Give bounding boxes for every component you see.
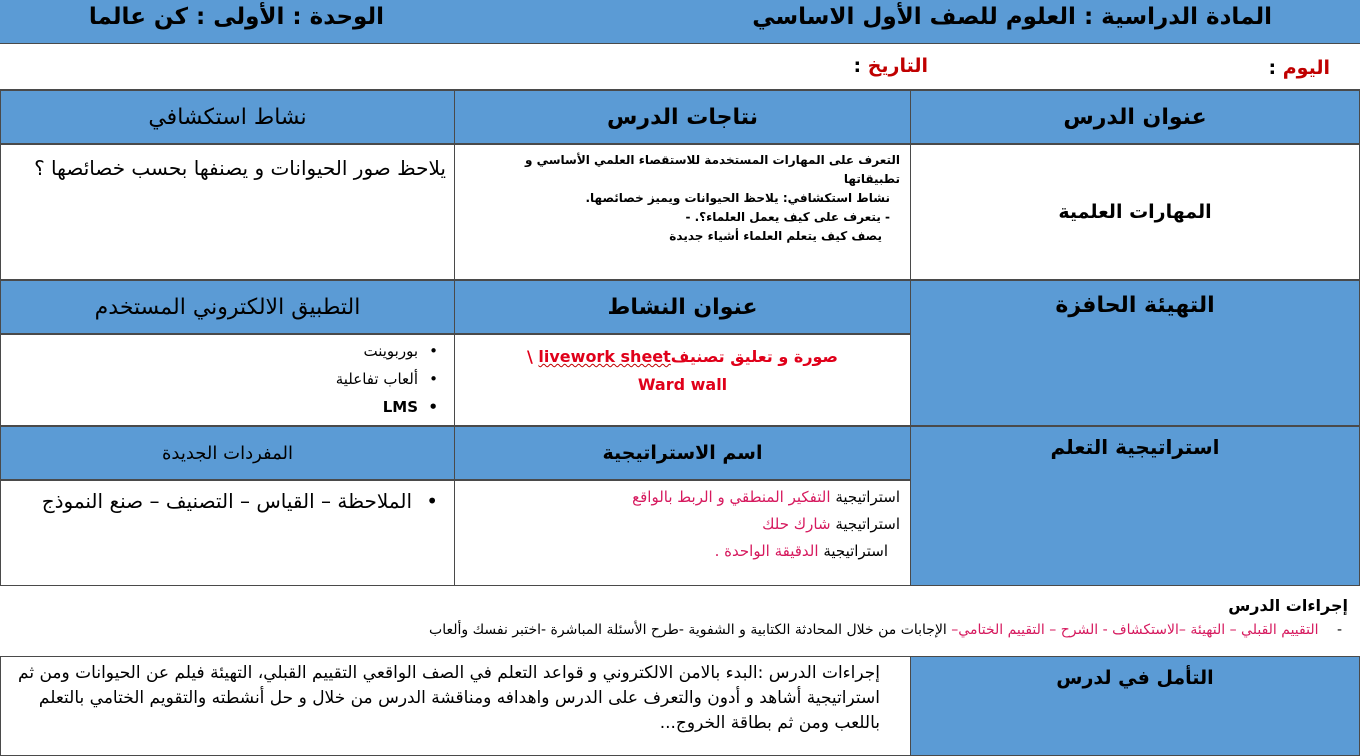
outcomes-cell <box>454 144 911 280</box>
day-field <box>1269 57 1330 79</box>
strategy-cell <box>910 426 1360 586</box>
exploratory-header-text: نشاط استكشافي <box>148 104 307 130</box>
outcome-item-4: يصف كيف يتعلم العلماء أشياء جديدة <box>669 229 882 243</box>
activity-line-2: Ward wall <box>637 375 728 394</box>
outcomes-header <box>454 90 911 144</box>
procedures-steps: التقييم القبلي – التهيئة –الاستكشاف - الشرح – التقييم الختامي– <box>951 622 1319 638</box>
vocab-list <box>41 485 440 518</box>
outcome-item-1: التعرف على المهارات المستخدمة للاستقصاء العلمي الأساسي و تطبيقاتها <box>524 153 900 186</box>
exploratory-cell <box>0 144 455 280</box>
strategy-item-2 <box>455 511 900 538</box>
procedures-section <box>0 586 1360 656</box>
vocab-cell <box>0 480 455 586</box>
day-colon: : <box>1268 57 1277 79</box>
apps-cell <box>0 334 455 426</box>
strategies-cell <box>454 480 911 586</box>
strategy-name-3: الدقيقة الواحدة . <box>714 542 819 560</box>
reflection-text: إجراءات الدرس :البدء بالامن الالكتروني و قواعد التعلم في الصف الواقعي التقييم القبلي، التهيئة فيلم عن الحيوانات ومن ثم استراتيجية أشاهد و أدون والتعرف على الدرس واهدافه ومناقشة الدرس من خلال و حل أنشطته والتقويم الختامي بالتعلم باللعب ومن ثم بطاقة الخروج... <box>18 663 880 733</box>
vocab-item: • الملاحظة – القياس – التصنيف – صنع النموذج <box>41 485 440 518</box>
outcomes-header-text: نتاجات الدرس <box>607 104 758 130</box>
activity-cell <box>454 334 911 426</box>
exploratory-header <box>0 90 455 144</box>
procedures-title: إجراءات الدرس <box>1228 596 1348 615</box>
app-item-powerpoint: • بوربوينت <box>1 337 440 365</box>
procedures-details: الإجابات من خلال المحادثة الكتابية و الشفوية -طرح الأسئلة المباشرة -اختبر نفسك وألعاب <box>429 622 947 638</box>
lesson-title-header <box>910 90 1360 144</box>
strategy-item-3 <box>455 538 900 565</box>
unit-title: الوحدة : الأولى : كن عالما <box>88 4 384 30</box>
lesson-title-cell <box>910 144 1360 280</box>
app-item-lms: • LMS <box>1 393 440 421</box>
app-header-text: التطبيق الالكتروني المستخدم <box>94 294 361 320</box>
strategy-name-2: شارك حلك <box>762 515 831 533</box>
strategy-name-header-text: اسم الاستراتيجية <box>602 442 763 464</box>
date-label: التاريخ <box>867 55 928 77</box>
outcome-item-2: نشاط استكشافي: يلاحظ الحيوانات ويميز خصائصها. <box>585 191 890 205</box>
procedures-line <box>429 622 1342 638</box>
subject-title: المادة الدراسية : العلوم للصف الأول الاساسي <box>752 4 1272 30</box>
vocab-header-text: المفردات الجديدة <box>161 442 294 464</box>
vocab-header <box>0 426 455 480</box>
motivation-header-text: التهيئة الحافزة <box>1055 293 1215 318</box>
activity-text-b: livework sheet <box>538 347 671 366</box>
activity-text-c: \ <box>526 347 539 366</box>
strategy-name-1: التفكير المنطقي و الربط بالواقع <box>632 488 831 506</box>
date-row <box>0 44 1360 90</box>
outcome-item-3: - يتعرف على كيف يعمل العلماء؟. - <box>685 210 890 224</box>
strategy-prefix-1: استراتيجية <box>835 488 900 506</box>
app-item-games: • ألعاب تفاعلية <box>1 365 440 393</box>
strategy-item-1 <box>455 484 900 511</box>
strategy-header-text: استراتيجية التعلم <box>1050 435 1220 459</box>
strategy-prefix-2: استراتيجية <box>835 515 900 533</box>
lesson-title-text: المهارات العلمية <box>1058 201 1212 223</box>
date-colon: : <box>853 55 862 77</box>
date-field <box>853 55 928 77</box>
exploratory-text: يلاحظ صور الحيوانات و يصنفها بحسب خصائصها ؟ <box>34 156 446 180</box>
strategy-prefix-3: استراتيجية <box>823 542 888 560</box>
procedures-dash: - <box>1336 622 1342 638</box>
app-header <box>0 280 455 334</box>
activity-text-a: صورة و تعليق تصنيف <box>670 347 839 366</box>
header-bar <box>0 0 1360 44</box>
activity-header-text: عنوان النشاط <box>607 294 758 320</box>
lesson-title-header-text: عنوان الدرس <box>1063 104 1207 130</box>
reflection-label-cell <box>910 656 1360 756</box>
apps-list <box>1 337 440 421</box>
day-label: اليوم <box>1282 57 1330 79</box>
reflection-label: التأمل في لدرس <box>1056 667 1214 689</box>
strategy-name-header <box>454 426 911 480</box>
activity-line-1 <box>455 343 910 371</box>
activity-header <box>454 280 911 334</box>
motivation-cell <box>910 280 1360 426</box>
reflection-cell <box>0 656 911 756</box>
